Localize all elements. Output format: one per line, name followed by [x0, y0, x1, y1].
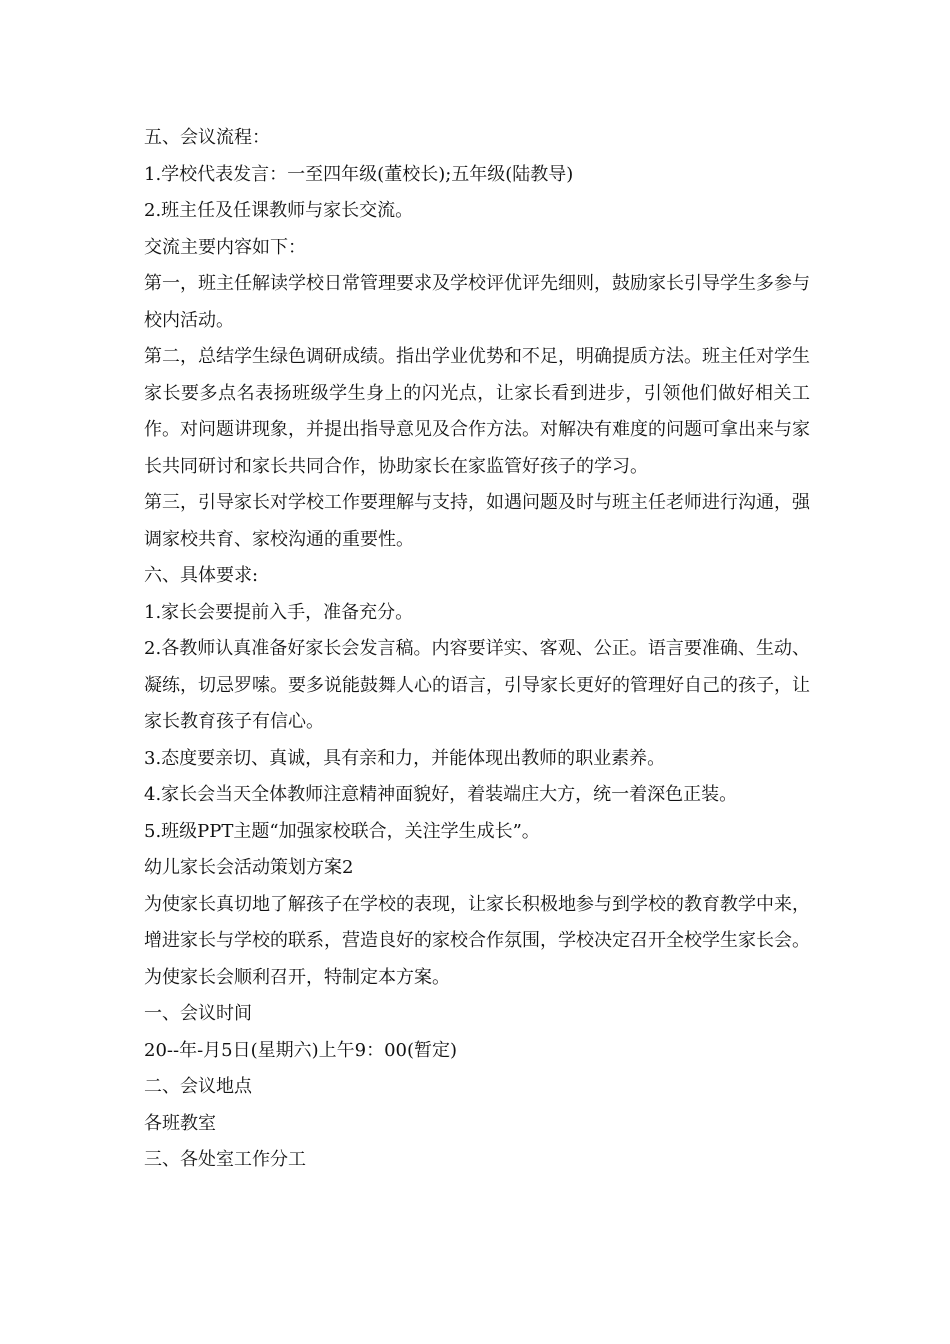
list-item: 4.家长会当天全体教师注意精神面貌好，着装端庄大方，统一着深色正装。: [144, 784, 738, 805]
section-heading-meeting-process: 五、会议流程：: [144, 127, 270, 148]
section-heading-meeting-time: 一、会议时间: [144, 1003, 252, 1024]
document-title: 幼儿家长会活动策划方案2: [144, 857, 354, 878]
section-heading-division-of-work: 三、各处室工作分工: [144, 1149, 306, 1170]
list-item: 2.各教师认真准备好家长会发言稿。内容要详实、客观、公正。语言要准确、生动、凝练，切忌罗嗦。要多说能鼓舞人心的语言，引导家长更好的管理好自己的孩子，让家长教育孩子有信心。: [144, 638, 810, 732]
paragraph: 20--年-月5日(星期六)上午9：00(暂定): [144, 1039, 458, 1061]
list-item: 2.班主任及任课教师与家长交流。: [144, 200, 414, 221]
paragraph: 第三，引导家长对学校工作要理解与支持，如遇问题及时与班主任老师进行沟通，强调家校共育、家校沟通的重要性。: [144, 492, 810, 550]
list-item: 1.家长会要提前入手，准备充分。: [144, 601, 414, 623]
list-item: 1.学校代表发言：一至四年级(董校长);五年级(陆教导): [144, 163, 574, 185]
section-heading-requirements: 六、具体要求:: [144, 565, 259, 586]
list-item: 3.态度要亲切、真诚，具有亲和力，并能体现出教师的职业素养。: [144, 747, 666, 769]
document-body: [144, 120, 810, 1179]
list-item: 5.班级PPT主题“加强家校联合，关注学生成长”。: [144, 820, 540, 842]
paragraph: 各班教室: [144, 1112, 216, 1134]
section-heading-meeting-location: 二、会议地点: [144, 1076, 252, 1097]
paragraph: 第一，班主任解读学校日常管理要求及学校评优评先细则，鼓励家长引导学生多参与校内活动。: [144, 273, 810, 331]
paragraph: 交流主要内容如下：: [144, 236, 306, 258]
paragraph: 第二，总结学生绿色调研成绩。指出学业优势和不足，明确提质方法。班主任对学生家长要多点名表扬班级学生身上的闪光点，让家长看到进步，引领他们做好相关工作。对问题讲现象，并提出指导意见及合作方法。对解决有难度的问题可拿出来与家长共同研讨和家长共同合作，协助家长在家监管好孩子的学习。: [144, 346, 810, 477]
paragraph: 为使家长真切地了解孩子在学校的表现，让家长积极地参与到学校的教育教学中来，增进家长与学校的联系，营造良好的家校合作氛围，学校决定召开全校学生家长会。为使家长会顺利召开，特制定本方案。: [144, 893, 810, 988]
